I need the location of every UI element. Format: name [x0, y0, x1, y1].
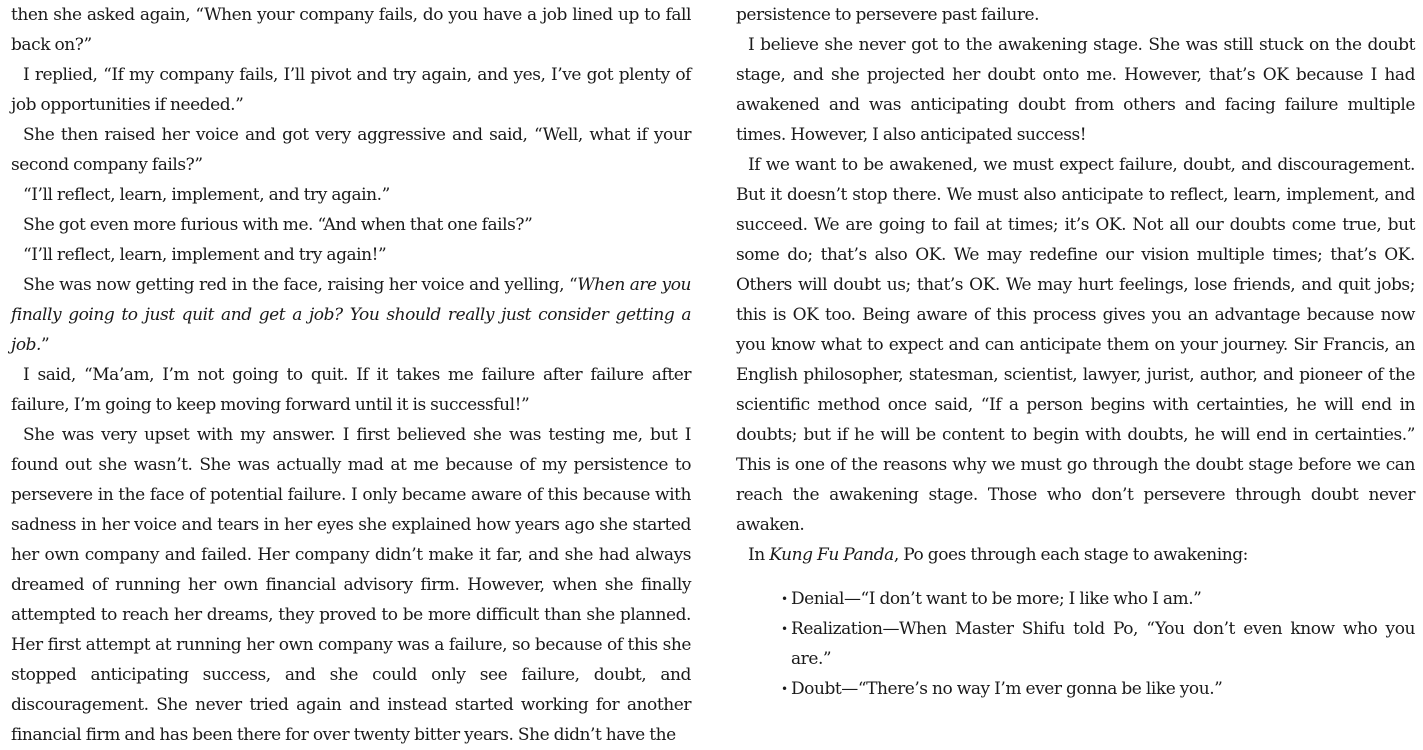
paragraph: I replied, “If my company fails, I’ll pivot and try again, and yes, I’ve got plenty of job opportunities if needed.” [11, 65, 691, 115]
right-page [736, 0, 1415, 725]
paragraph: She then raised her voice and got very aggressive and said, “Well, what if your second company fails?” [11, 125, 691, 175]
paragraph-kung-fu-intro [736, 540, 1415, 570]
list-item: • Realization—When Master Shifu told Po, “You don’t even know who you are.” [781, 614, 1415, 674]
italic-title: Kung Fu Panda [769, 545, 894, 565]
paragraph: persistence to persevere past failure. [736, 5, 1040, 25]
paragraph: I said, “Ma’am, I’m not going to quit. If it takes me failure after failure after failure, I’m going to keep moving forward until it is successful!” [11, 365, 691, 415]
paragraph: She was very upset with my answer. I first believed she was testing me, but I found out she wasn’t. She was actually mad at me because of my persistence to persevere in the face of potential failure. I only became aware of this because with sadness in her voice and tears in her eyes she explained how years ago she started her own company and failed. Her company didn’t make it far, and she had always dreamed of running her own financial advisory firm. However, when she finally attempted to reach her dreams, they proved to be more difficult than she planned. Her first attempt at running her own company was a failure, so because of this she stopped anticipating success, and she could only see failure, doubt, and discouragement. She never tried again and instead started working for another financial firm and has been there for over twenty bitter years. She didn’t have the [11, 425, 691, 745]
right-page-text [736, 0, 1415, 704]
paragraph-yelling [11, 270, 691, 360]
paragraph: I believe she never got to the awakening stage. She was still stuck on the doubt stage, and she projected her doubt onto me. However, that’s OK because I had awakened and was anticipating doubt from others and facing failure multiple times. However, I also anticipated success! [736, 35, 1415, 145]
left-page-text [11, 0, 691, 750]
text-span: , Po goes through each stage to awakening: [893, 545, 1248, 565]
text-span: In [748, 545, 770, 565]
text-span: She was now getting red in the face, raising her voice and yelling, “ [23, 275, 578, 295]
left-page [11, 0, 691, 745]
list-item: • Doubt—“There’s no way I’m ever gonna be like you.” [781, 674, 1415, 704]
list-item: • Denial—“I don’t want to be more; I like who I am.” [781, 584, 1415, 614]
stages-list [736, 584, 1415, 704]
paragraph: “I’ll reflect, learn, implement, and try again.” [23, 185, 390, 205]
paragraph: She got even more furious with me. “And when that one fails?” [23, 215, 533, 235]
paragraph: If we want to be awakened, we must expect failure, doubt, and discouragement. But it doesn’t stop there. We must also anticipate to reflect, learn, implement, and succeed. We are going to fail at times; it’s OK. Not all our doubts come true, but some do; that’s also OK. We may redefine our vision multiple times; that’s OK. Others will doubt us; that’s OK. We may hurt feelings, lose friends, and quit jobs; this is OK too. Being aware of this process gives you an advantage because now you know what to expect and can anticipate them on your journey. Sir Francis, an English philosopher, statesman, scientist, lawyer, jurist, author, and pioneer of the scientific method once said, “If a person begins with certainties, he will end in doubts; but if he will be content to begin with doubts, he will end in certainties.” This is one of the reasons why we must go through the doubt stage before we can reach the awakening stage. Those who don’t persevere through doubt never awaken. [736, 155, 1415, 535]
paragraph: then she asked again, “When your company fails, do you have a job lined up to fall back on?” [11, 5, 691, 55]
paragraph: “I’ll reflect, learn, implement and try again!” [23, 245, 387, 265]
text-span: ” [41, 335, 50, 355]
italic-quote: When are you finally going to just quit and get a job? You should really just consider getting a job. [11, 275, 691, 355]
